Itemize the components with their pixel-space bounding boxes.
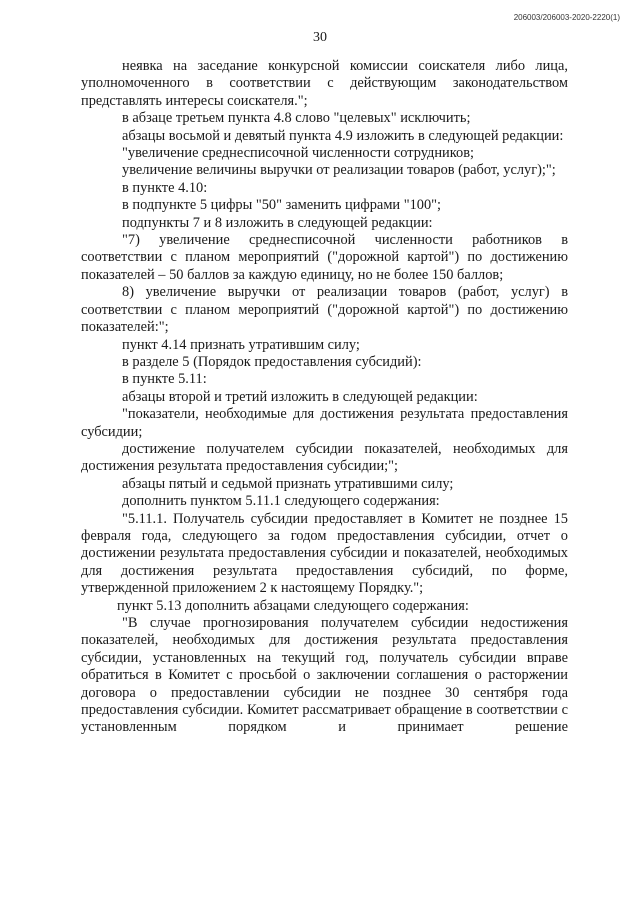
paragraph: абзацы второй и третий изложить в следующей редакции: [122, 388, 478, 405]
paragraph: "7) увеличение среднесписочной численности работников в соответствии с планом мероприятий ("дорожной картой") по достижению показателей – 50 баллов за каждую единицу, но не более 150 баллов; [81, 232, 568, 283]
paragraph: "увеличение среднесписочной численности сотрудников; [122, 145, 474, 162]
paragraph: достижение получателем субсидии показателей, необходимых для достижения результата предоставления субсидии;"; [81, 440, 568, 475]
paragraph: "показатели, необходимые для достижения результата предоставления субсидии; [81, 406, 568, 440]
paragraph: в подпункте 5 цифры "50" заменить цифрами "100"; [122, 197, 442, 214]
paragraph: в пункте 5.11: [122, 371, 207, 388]
paragraph: абзацы восьмой и девятый пункта 4.9 изложить в следующей редакции: [122, 127, 564, 144]
paragraph: в пункте 4.10: [122, 179, 208, 196]
paragraph: увеличение величины выручки от реализации товаров (работ, услуг);"; [122, 162, 556, 179]
paragraph: "В случае прогнозирования получателем субсидии недостижения показателей, необходимых для достижения результата предоставления субсидии, установленных на текущий год, получатель субсидии вправе обратиться в Комитет с просьбой о заключении соглашения о расторжении договора о предоставлении субсидии не позднее 30 сентября года предоставления субсидии. Комитет рассматривает обращение в соответствии с установленным порядком и принимает решение [81, 615, 568, 736]
paragraph: пункт 5.13 дополнить абзацами следующего содержания: [117, 597, 469, 614]
paragraph: пункт 4.14 признать утратившим силу; [122, 336, 360, 353]
paragraph: дополнить пунктом 5.11.1 следующего содержания: [122, 493, 440, 510]
paragraph: неявка на заседание конкурсной комиссии соискателя либо лица, уполномоченного в соответствии с действующим законодательством представлять интересы соискателя."; [81, 58, 568, 109]
paragraph: абзацы пятый и седьмой признать утратившими силу; [122, 475, 454, 492]
paragraph: в разделе 5 (Порядок предоставления субсидий): [122, 353, 422, 370]
paragraph: 8) увеличение выручки от реализации товаров (работ, услуг) в соответствии с планом мероприятий ("дорожной картой") по достижению показателей:"; [81, 284, 568, 336]
paragraph: "5.11.1. Получатель субсидии предоставляет в Комитет не позднее 15 февраля года, следующего за годом предоставления субсидии, отчет о достижении результата предоставления субсидии и показателей, необходимых для достижения результата предоставления субсидий, по форме, утвержденной приложением 2 к настоящему Порядку."; [81, 510, 568, 597]
document-body [81, 58, 568, 737]
paragraph: подпункты 7 и 8 изложить в следующей редакции: [122, 214, 433, 231]
document-id: 206003/206003-2020-2220(1) [513, 13, 620, 22]
paragraph: в абзаце третьем пункта 4.8 слово "целевых" исключить; [122, 110, 471, 127]
page-number: 30 [313, 30, 327, 45]
